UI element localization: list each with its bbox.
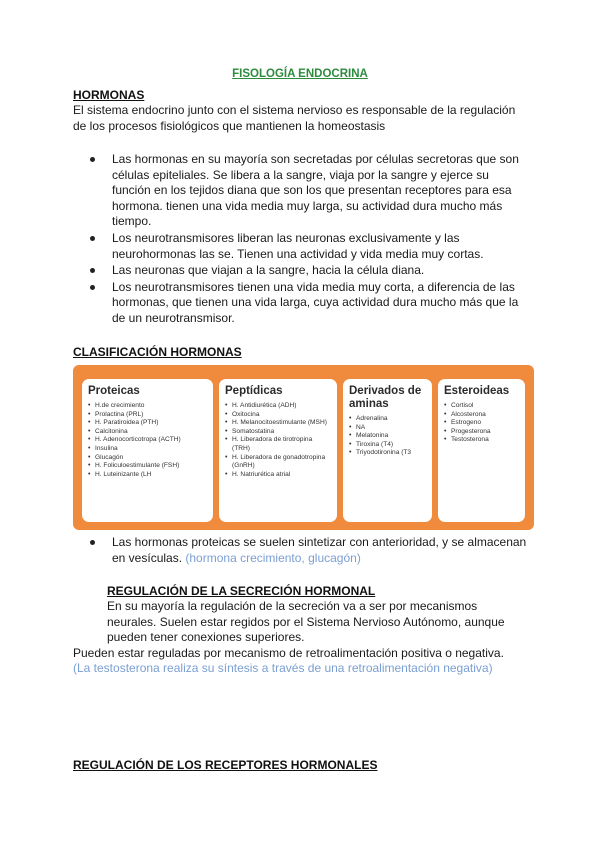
list-item: • Triyodotironina (T3 xyxy=(349,449,426,458)
list-item: • Progesterona xyxy=(444,428,519,437)
regulacion-paragraph: En su mayoría la regulación de la secreción va a ser por mecanismos neurales. Suelen estar regidos por el Sistema Nervioso Autónomo, aunque pueden tener conexiones superiores. xyxy=(107,599,505,645)
list-item: Los neurotransmisores liberan las neuronas exclusivamente y las neurohormonas las se. Tienen una actividad y vida media muy cortas. xyxy=(90,231,527,262)
intro-paragraph: El sistema endocrino junto con el sistema nervioso es responsable de la regulación de los procesos fisiológicos que mantienen la homeostasis xyxy=(73,103,516,133)
list-item: • NA xyxy=(349,424,426,433)
column-items xyxy=(88,402,207,479)
list-item: • H. Foliculoestimulante (FSH) xyxy=(88,462,207,471)
section-heading-clasificacion: CLASIFICACIÓN HORMONAS xyxy=(73,345,242,359)
list-item: • Melatonina xyxy=(349,432,426,441)
list-item: • Calcitonina xyxy=(88,428,207,437)
list-item: • Testosterona xyxy=(444,436,519,445)
column-esteroideas xyxy=(438,379,525,522)
proteicas-bullet-list xyxy=(90,535,530,567)
list-item: Las hormonas en su mayoría son secretadas por células secretoras que son células epiteliales. Se libera a la sangre, viaja por la sangre y ejerce su función en los tejidos diana que son los que presentan receptores para esa hormona. tienen una vida media muy larga, su actividad dura mucho más tiempo. xyxy=(90,152,527,230)
column-items xyxy=(349,415,426,458)
bullet-note: (hormona crecimiento, glucagón) xyxy=(185,550,361,565)
list-item: • Estrogeno xyxy=(444,419,519,428)
bullet-text: Las hormonas proteicas se suelen sintetizar con anterioridad, y se almacenan en vesículas. xyxy=(112,535,527,565)
column-title: Esteroideas xyxy=(444,385,510,397)
list-item: • H.de crecimiento xyxy=(88,402,207,411)
list-item: • Prolactina (PRL) xyxy=(88,411,207,420)
list-item: Las neuronas que viajan a la sangre, hacia la célula diana. xyxy=(90,263,527,279)
column-peptidicas xyxy=(219,379,337,522)
list-item: • H. Melanocitoestimulante (MSH) xyxy=(225,419,331,428)
classification-table xyxy=(73,365,534,530)
list-item: • H. Natriurética atrial xyxy=(225,471,331,480)
section-heading-hormonas: HORMONAS xyxy=(73,88,145,102)
list-item: • Glucagón xyxy=(88,454,207,463)
retroalimentacion-paragraph: Pueden estar reguladas por mecanismo de retroalimentación positiva o negativa. xyxy=(73,646,504,660)
column-items xyxy=(444,402,519,445)
list-item: • H. Antidiurética (ADH) xyxy=(225,402,331,411)
column-title: Peptídicas xyxy=(225,385,283,397)
column-proteicas xyxy=(82,379,213,522)
hormonas-bullet-list xyxy=(90,152,527,328)
column-derivados-aminas xyxy=(343,379,432,522)
list-item: • Adrenalina xyxy=(349,415,426,424)
section-heading-regulacion-receptores: REGULACIÓN DE LOS RECEPTORES HORMONALES xyxy=(73,758,378,772)
list-item: Los neurotransmisores tienen una vida media muy corta, a diferencia de las hormonas, que tienen una vida larga, cuya actividad dura mucho más que la de un neurotransmisor. xyxy=(90,280,527,327)
list-item: • H. Liberadora de tirotropina (TRH) xyxy=(225,436,331,453)
column-title: Derivados de aminas xyxy=(349,385,422,410)
list-item: • Oxitocina xyxy=(225,411,331,420)
list-item: • H. Liberadora de gonadotropina (GnRH) xyxy=(225,454,331,471)
list-item: • H. Adenocorticotropa (ACTH) xyxy=(88,436,207,445)
list-item: • Cortisol xyxy=(444,402,519,411)
list-item: • Alcosterona xyxy=(444,411,519,420)
testosterona-note: (La testosterona realiza su síntesis a través de una retroalimentación negativa) xyxy=(73,661,493,675)
page-title: FISOLOGÍA ENDOCRINA xyxy=(232,68,368,80)
list-item xyxy=(90,535,530,566)
list-item: • Insulina xyxy=(88,445,207,454)
column-items xyxy=(225,402,331,479)
column-title: Proteicas xyxy=(88,385,140,397)
list-item: • H. Luteinizante (LH xyxy=(88,471,207,480)
list-item: • Tiroxina (T4) xyxy=(349,441,426,450)
list-item: • H. Paratiroidea (PTH) xyxy=(88,419,207,428)
list-item: • Somatostatina xyxy=(225,428,331,437)
section-heading-regulacion-secrecion: REGULACIÓN DE LA SECRECIÓN HORMONAL xyxy=(107,584,376,598)
